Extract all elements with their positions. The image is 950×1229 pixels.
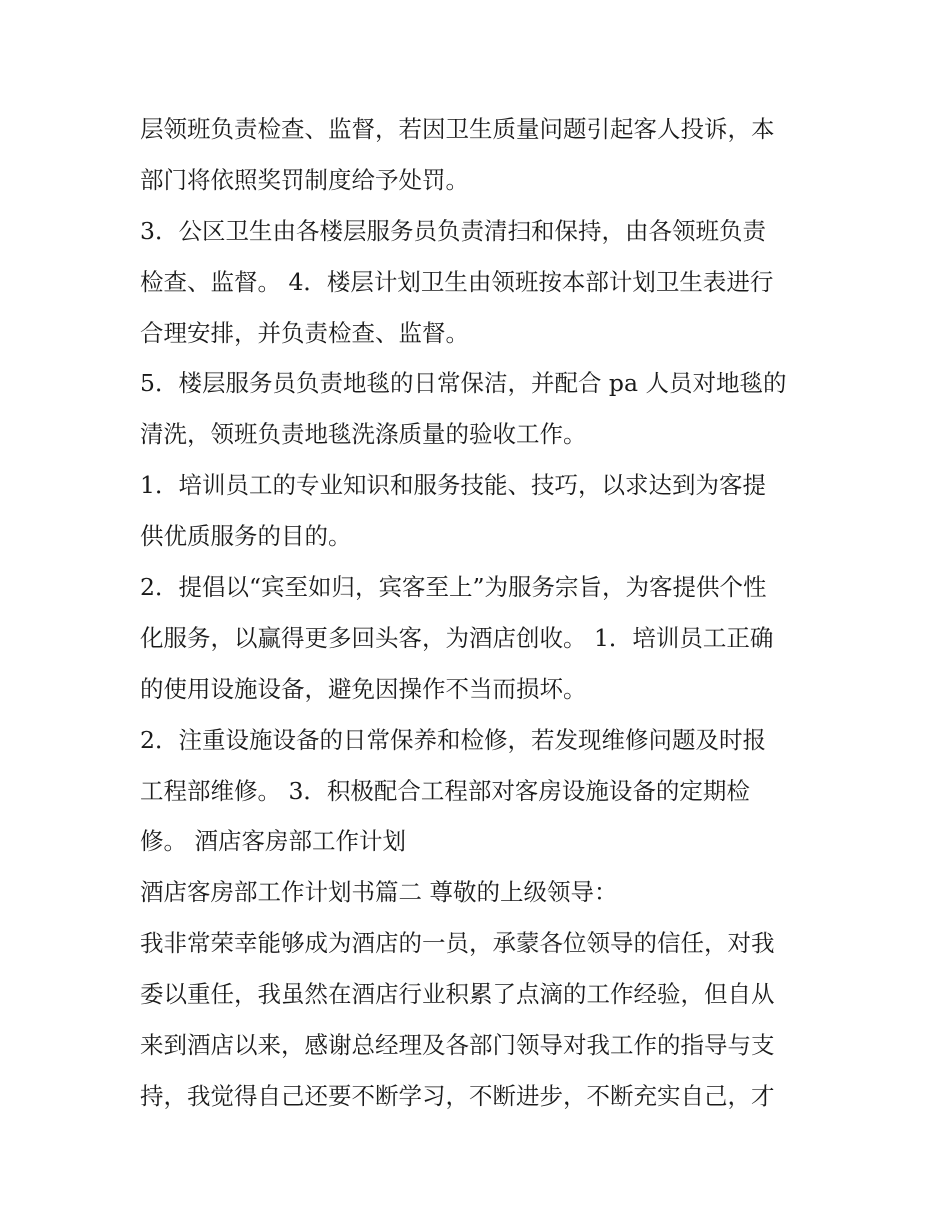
text-line: 部门将依照奖罚制度给予处罚。 [140, 165, 469, 194]
text-line: 1．培训员工的专业知识和服务技能、技巧，以求达到为客提 [140, 471, 766, 500]
text-line: 5．楼层服务员负责地毯的日常保洁，并配合 pa 人员对地毯的 [140, 369, 787, 398]
text-line: 2．提倡以“宾至如归，宾客至上”为服务宗旨，为客提供个性 [140, 573, 767, 602]
text-line: 酒店客房部工作计划书篇二 尊敬的上级领导： [140, 878, 618, 907]
text-line: 来到酒店以来，感谢总经理及各部门领导对我工作的指导与支 [140, 1031, 775, 1060]
text-line: 我非常荣幸能够成为酒店的一员，承蒙各位领导的信任，对我 [140, 929, 775, 958]
text-line: 供优质服务的目的。 [140, 522, 352, 551]
text-line: 工程部维修。 3．积极配合工程部对客房设施设备的定期检 [140, 776, 750, 805]
text-line: 检查、监督。 4．楼层计划卫生由领班按本部计划卫生表进行 [140, 267, 774, 296]
text-line: 修。 酒店客房部工作计划 [140, 827, 406, 856]
document-body [140, 109, 820, 1127]
text-line: 2．注重设施设备的日常保养和检修，若发现维修问题及时报 [140, 725, 766, 754]
text-line: 合理安排，并负责检查、监督。 [140, 318, 469, 347]
text-line: 化服务，以赢得更多回头客，为酒店创收。 1．培训员工正确 [140, 623, 774, 652]
text-line: 持，我觉得自己还要不断学习，不断进步，不断充实自己，才 [140, 1081, 775, 1110]
text-line: 层领班负责检查、监督，若因卫生质量问题引起客人投诉，本 [140, 115, 775, 143]
text-line: 3．公区卫生由各楼层服务员负责清扫和保持，由各领班负责 [140, 216, 766, 245]
text-line: 清洗，领班负责地毯洗涤质量的验收工作。 [140, 420, 587, 449]
text-line: 的使用设施设备，避免因操作不当而损坏。 [140, 674, 587, 703]
text-line: 委以重任，我虽然在酒店行业积累了点滴的工作经验，但自从 [140, 980, 775, 1009]
